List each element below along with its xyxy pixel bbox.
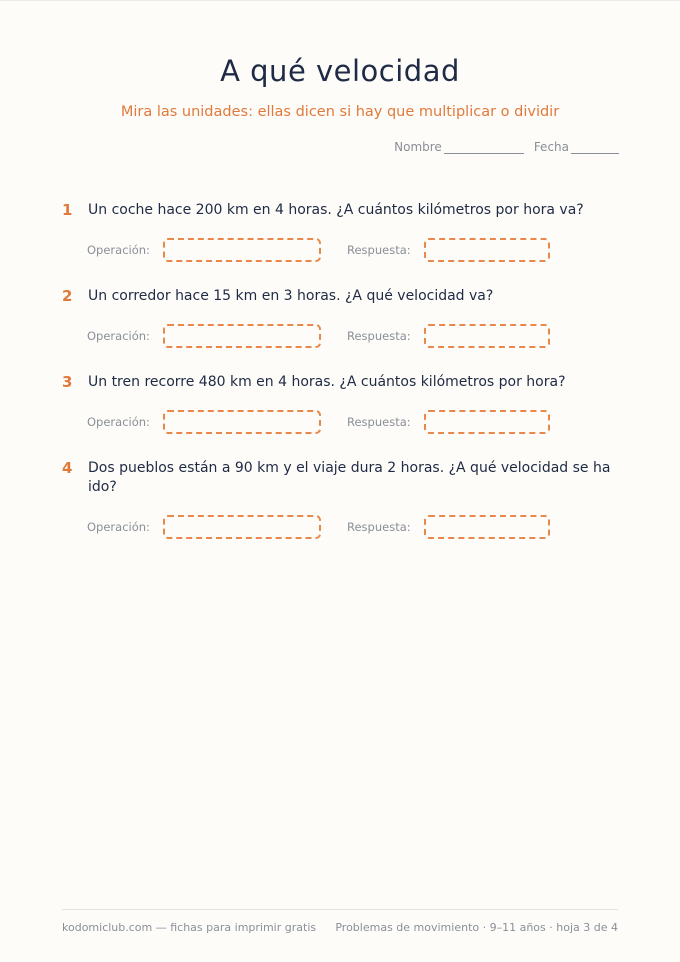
problem-text: Un coche hace 200 km en 4 horas. ¿A cuántos kilómetros por hora va?	[88, 202, 584, 218]
problem-1	[62, 201, 622, 257]
problem-number: 2	[62, 287, 73, 305]
footer-sheet-info: Problemas de movimiento · 9–11 años · hoja 3 de 4	[335, 921, 618, 934]
page-title: A qué velocidad	[220, 54, 460, 88]
answer-box[interactable]	[424, 410, 550, 434]
problem-text: Dos pueblos están a 90 km y el viaje dura 2 horas. ¿A qué velocidad se ha ido?	[88, 460, 611, 495]
date-field-line[interactable]	[571, 141, 619, 154]
problem-2	[62, 287, 622, 343]
answer-row	[87, 238, 550, 262]
name-label: Nombre	[394, 140, 442, 154]
footer-site-text: kodomiclub.com — fichas para imprimir gratis	[62, 921, 317, 934]
name-date-fields	[394, 140, 619, 154]
operation-label: Operación:	[87, 243, 150, 257]
operation-box[interactable]	[163, 324, 321, 348]
problem-number: 3	[62, 373, 73, 391]
footer-divider	[62, 909, 618, 910]
problem-number: 4	[62, 459, 73, 477]
operation-label: Operación:	[87, 329, 150, 343]
operation-box[interactable]	[163, 410, 321, 434]
answer-box[interactable]	[424, 238, 550, 262]
answer-row	[87, 410, 550, 434]
date-label: Fecha	[533, 140, 569, 154]
problem-4	[62, 459, 622, 534]
footer	[62, 921, 618, 934]
problem-text: Un tren recorre 480 km en 4 horas. ¿A cuántos kilómetros por hora?	[88, 374, 566, 390]
operation-label: Operación:	[87, 520, 150, 534]
answer-row	[87, 515, 550, 539]
problem-3	[62, 373, 622, 429]
problem-number: 1	[62, 201, 73, 219]
answer-label: Respuesta:	[347, 520, 411, 534]
operation-label: Operación:	[87, 415, 150, 429]
answer-label: Respuesta:	[347, 329, 411, 343]
operation-box[interactable]	[163, 238, 321, 262]
answer-label: Respuesta:	[347, 243, 411, 257]
answer-row	[87, 324, 550, 348]
answer-label: Respuesta:	[347, 415, 411, 429]
operation-box[interactable]	[163, 515, 321, 539]
page-subtitle: Mira las unidades: ellas dicen si hay que multiplicar o dividir	[120, 104, 560, 120]
answer-box[interactable]	[424, 324, 550, 348]
name-field-line[interactable]	[444, 141, 524, 154]
problem-text: Un corredor hace 15 km en 3 horas. ¿A qué velocidad va?	[88, 288, 494, 304]
answer-box[interactable]	[424, 515, 550, 539]
